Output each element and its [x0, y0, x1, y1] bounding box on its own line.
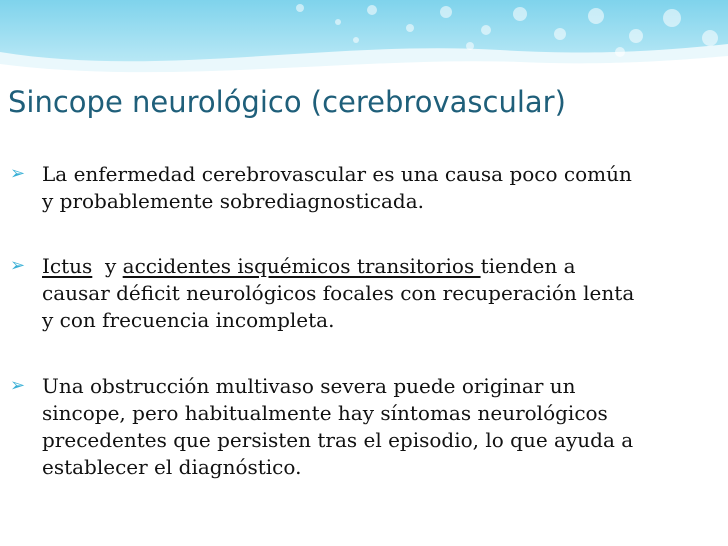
term-ait: accidentes isquémicos transitorios	[122, 254, 481, 278]
arrow-bullet-icon: ➢	[10, 163, 26, 184]
arrow-bullet-icon: ➢	[10, 375, 26, 396]
bullet-text: establecer el diagnóstico.	[42, 455, 302, 479]
arrow-bullet-icon: ➢	[10, 255, 26, 276]
slide-title: Sincope neurológico (cerebrovascular)	[8, 85, 566, 119]
bullet-text: y con frecuencia incompleta.	[42, 308, 335, 332]
term-ictus: Ictus	[42, 254, 93, 278]
header-wave-banner	[0, 0, 728, 80]
bullet-list	[6, 161, 722, 481]
bullet-text: tienden a	[480, 254, 576, 278]
bullet-text: La enfermedad cerebrovascular es una causa poco común	[42, 162, 632, 186]
bullet-text: y	[92, 254, 123, 278]
bullet-text: sincope, pero habitualmente hay síntomas neurológicos	[42, 401, 608, 425]
bullet-text: Una obstrucción multivaso severa puede originar un	[42, 374, 576, 398]
list-item	[6, 373, 722, 481]
bullet-text: y probablemente sobrediagnosticada.	[42, 189, 424, 213]
bullet-text: precedentes que persisten tras el episodio, lo que ayuda a	[42, 428, 634, 452]
list-item	[6, 161, 722, 215]
bullet-text: causar déficit neurológicos focales con recuperación lenta	[42, 281, 635, 305]
list-item	[6, 253, 722, 334]
